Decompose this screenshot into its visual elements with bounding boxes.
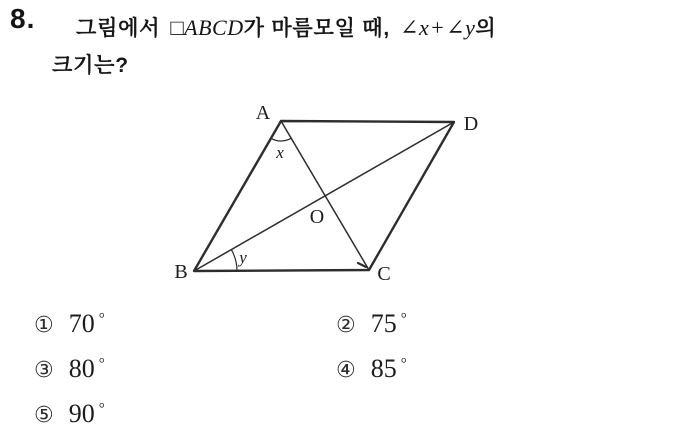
vertex-label-a: A xyxy=(255,102,271,124)
vertex-label-d: D xyxy=(463,113,479,135)
angle-y-label: y xyxy=(239,248,247,267)
option-1-value: 70 xyxy=(68,309,95,338)
option-5-value: 90 xyxy=(68,399,95,428)
question-korean-2: 가 마름모일 때, xyxy=(243,17,391,40)
option-3 xyxy=(34,354,336,386)
y-variable: y xyxy=(465,15,476,40)
option-3-marker: ③ xyxy=(34,358,54,383)
option-3-degree: ° xyxy=(98,356,105,372)
option-5 xyxy=(34,399,336,431)
angle-symbol-2: ∠ xyxy=(446,15,466,40)
question-korean-1: 그림에서 xyxy=(76,17,161,40)
option-2 xyxy=(336,309,407,341)
option-5-degree: ° xyxy=(98,401,105,417)
question-text-line2: 크기는? xyxy=(52,54,129,77)
option-5-marker: ⑤ xyxy=(34,403,54,428)
angle-y-arc xyxy=(231,250,237,271)
angle-x-label: x xyxy=(276,143,284,162)
angle-x-arc xyxy=(271,138,291,141)
question-text-line1 xyxy=(76,12,496,42)
plus-symbol: + xyxy=(431,15,445,40)
option-2-degree: ° xyxy=(400,311,407,327)
rhombus-diagram xyxy=(168,93,508,298)
option-4-marker: ④ xyxy=(336,358,356,383)
option-4-degree: ° xyxy=(400,356,407,372)
square-symbol: □ xyxy=(170,15,185,40)
option-1 xyxy=(34,309,336,341)
abcd-label: ABCD xyxy=(184,15,244,40)
center-label-o: O xyxy=(309,206,325,228)
diagonal-bd xyxy=(194,122,454,271)
vertex-label-b: B xyxy=(174,261,188,283)
option-4 xyxy=(336,354,407,386)
option-3-value: 80 xyxy=(68,354,95,383)
option-2-marker: ② xyxy=(336,313,356,338)
option-2-value: 75 xyxy=(370,309,397,338)
option-1-marker: ① xyxy=(34,313,54,338)
vertex-label-c: C xyxy=(377,263,391,285)
option-1-degree: ° xyxy=(98,311,105,327)
answer-options xyxy=(34,309,407,431)
angle-symbol-1: ∠ xyxy=(400,15,419,40)
x-variable: x xyxy=(418,15,430,40)
question-number: 8. xyxy=(10,3,36,34)
option-4-value: 85 xyxy=(370,354,397,383)
question-korean-3: 의 xyxy=(475,17,497,40)
geometry-figure xyxy=(168,93,508,298)
